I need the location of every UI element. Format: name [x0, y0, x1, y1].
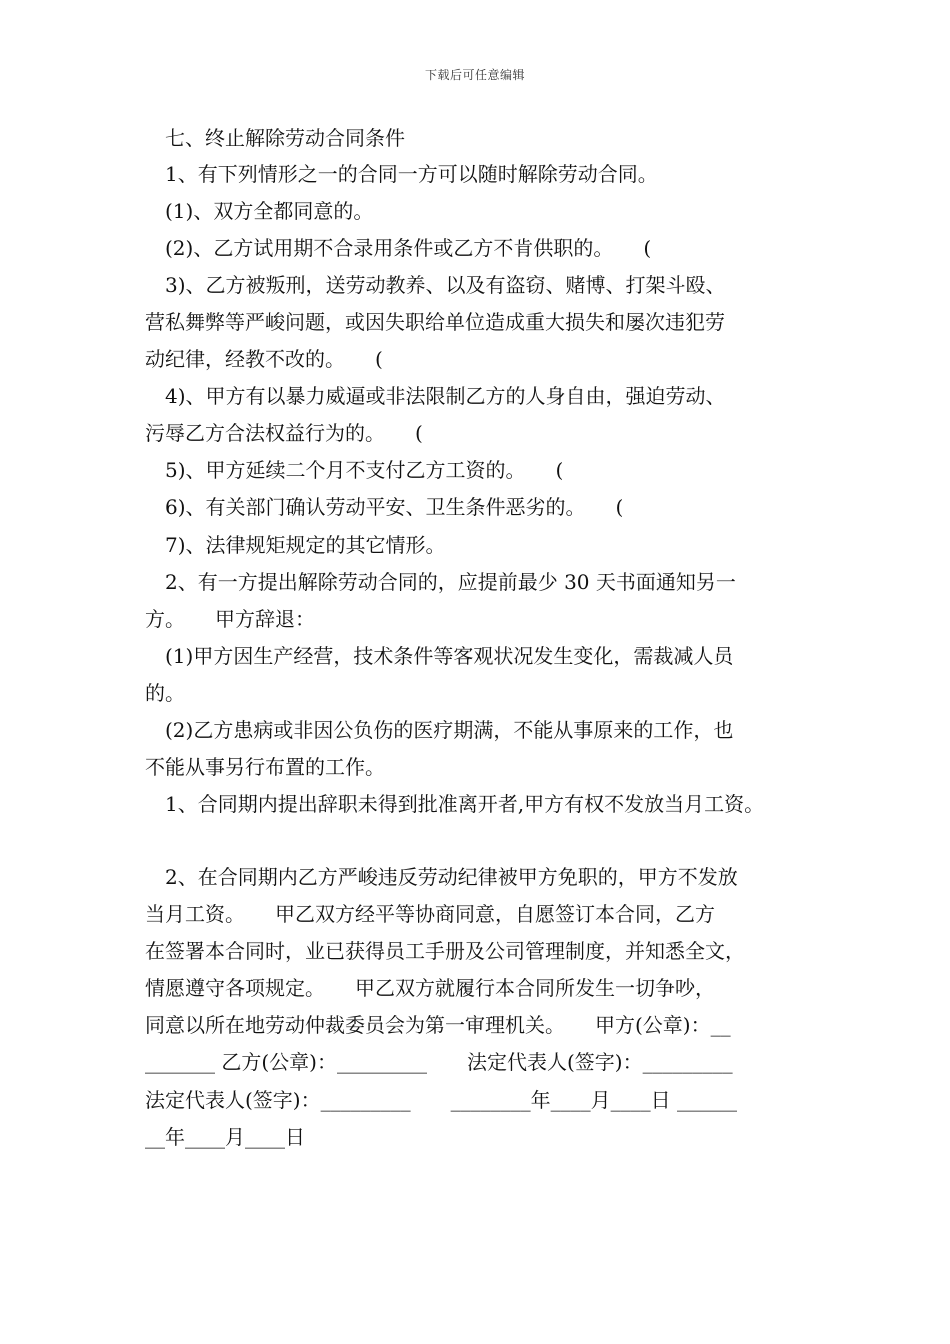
paragraph-line: 4)、甲方有以暴力威逼或非法限制乙方的人身自由，强迫劳动、	[165, 384, 726, 408]
paragraph-line: 方。 甲方辞退：	[145, 607, 315, 631]
paragraph-line: (1)、双方全都同意的。	[165, 199, 374, 223]
paragraph-line: 1、合同期内提出辞职未得到批准离开者,甲方有权不发放当月工资。	[165, 792, 765, 816]
section-heading: 七、终止解除劳动合同条件	[165, 126, 405, 150]
paragraph-line: 同意以所在地劳动仲裁委员会为第一审理机关。 甲方(公章)：__	[145, 1013, 731, 1037]
paragraph-line: 7)、法律规矩规定的其它情形。	[165, 533, 446, 557]
paragraph-line: 当月工资。 甲乙双方经平等协商同意，自愿签订本合同，乙方	[145, 902, 715, 926]
paragraph-line: 污辱乙方合法权益行为的。 (	[145, 421, 423, 445]
paragraph-line: 3)、乙方被叛刑，送劳动教养、以及有盗窃、赌博、打架斗殴、	[165, 273, 726, 297]
signature-line: _______ 乙方(公章)：_________ 法定代表人(签字)：_________	[145, 1050, 733, 1074]
signature-line: 法定代表人(签字)：_________ ________年____月____日 ______	[145, 1088, 737, 1112]
date-line: __年____月____日	[145, 1125, 305, 1149]
paragraph-line: 动纪律，经教不改的。 (	[145, 347, 383, 371]
paragraph-line: 不能从事另行布置的工作。	[145, 755, 385, 779]
paragraph-line: 1、有下列情形之一的合同一方可以随时解除劳动合同。	[165, 162, 658, 186]
paragraph-line: 6)、有关部门确认劳动平安、卫生条件恶劣的。 (	[165, 495, 624, 519]
page-header: 下载后可任意编辑	[424, 68, 525, 82]
paragraph-line: 5)、甲方延续二个月不支付乙方工资的。 (	[165, 458, 564, 482]
paragraph-line: (2)、乙方试用期不合录用条件或乙方不肯供职的。 (	[165, 236, 652, 260]
paragraph-line: (2)乙方患病或非因公负伤的医疗期满，不能从事原来的工作，也	[165, 718, 734, 742]
paragraph-line: 2、在合同期内乙方严峻违反劳动纪律被甲方免职的，甲方不发放	[165, 865, 738, 889]
paragraph-line: 情愿遵守各项规定。 甲乙双方就履行本合同所发生一切争吵，	[145, 976, 715, 1000]
paragraph-line: 在签署本合同时，业已获得员工手册及公司管理制度，并知悉全文，	[145, 939, 745, 963]
paragraph-line: 2、有一方提出解除劳动合同的，应提前最少 30 天书面通知另一	[165, 570, 736, 594]
paragraph-line: 营私舞弊等严峻问题，或因失职给单位造成重大损失和屡次违犯劳	[145, 310, 725, 334]
paragraph-line: 的。	[145, 681, 185, 705]
paragraph-line: (1)甲方因生产经营，技术条件等客观状况发生变化，需裁减人员	[165, 644, 734, 668]
